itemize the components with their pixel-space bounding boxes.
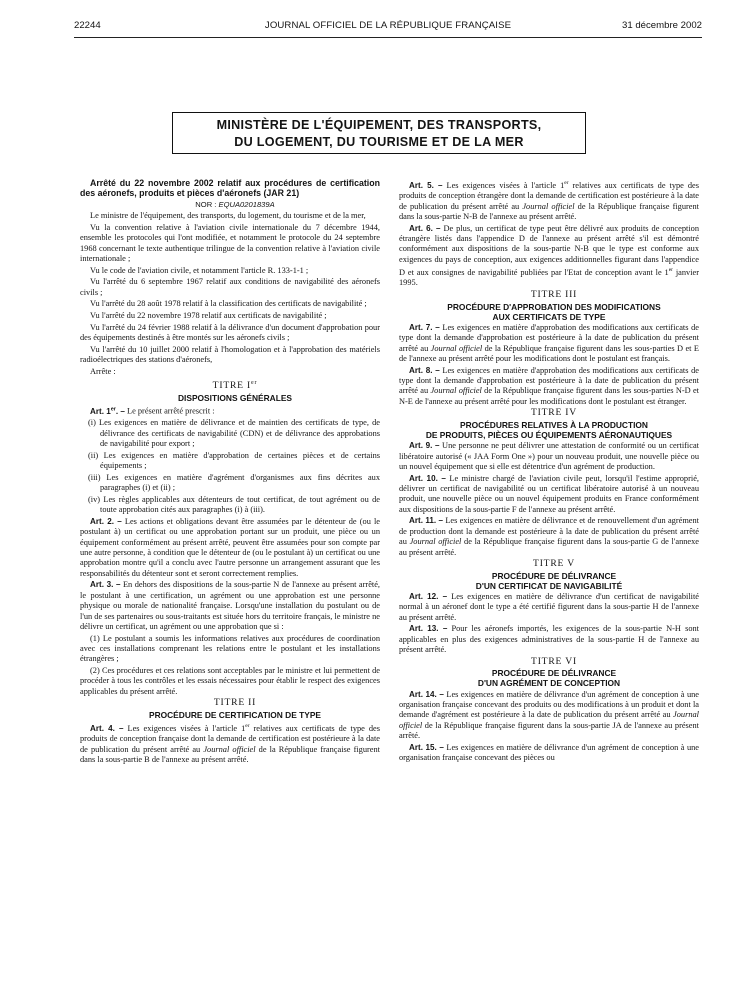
article-8-text-a: Les exigences en matière d'approbation des modifications aux certificats de type dont la demande d'approbation est postérieure à la date de publication du présent arrêté au: [399, 365, 699, 396]
nor-label: NOR :: [195, 199, 217, 209]
page-number: 22244: [74, 20, 101, 31]
article-5-text-a: Les exigences visées à l'article 1: [446, 180, 565, 190]
article-1-item-iv: (iv) Les règles applicables aux détenteurs de tout certificat, de tout agrément ou de toute approbation cités aux paragraphes (i) à (iii).: [88, 494, 380, 515]
titre-5-heading: TITRE V: [533, 558, 575, 570]
issue-date: 31 décembre 2002: [621, 20, 702, 31]
article-1-dash: . –: [115, 406, 125, 416]
titre-6-subtitle-line-1: PROCÉDURE DE DÉLIVRANCE: [491, 668, 617, 679]
article-12: [399, 592, 699, 623]
visa-6: Vu l'arrêté du 22 novembre 1978 relatif aux certificats de navigabilité ;: [90, 310, 327, 320]
article-9-text: Une personne ne peut délivrer une attestation de conformité ou un certificat libératoire autorisé (« JAA Form One ») pour un nouveau produit, une nouvelle pièce ou un nouvel équipement que si elle est détentrice d'un agrément de production.: [399, 441, 699, 471]
titre-1-label: TITRE I: [212, 380, 252, 392]
article-15-lead: Art. 15. –: [409, 742, 444, 752]
article-10-text: Le ministre chargé de l'aviation civile peut, lorsqu'il l'estime approprié, délivrer un certificat de navigabilité ou un certificat libératoire autorisé à un nouveau produit, une nouvelle pièce ou un nouvel équipement produits en France conformément aux dispositions de la sous-partie F de l'annexe au présent arrêté.: [399, 473, 699, 514]
ministry-line-1: MINISTÈRE DE L'ÉQUIPEMENT, DES TRANSPORTS,: [216, 118, 542, 132]
article-14-text-a: Les exigences en matière de délivrance d'un agrément de conception à une organisation française concevant des produits ou des modifications à un produit et dont la demande d'agrément est postérieure à la date de publication du présent arrêté au: [399, 689, 699, 720]
visa-2: Vu la convention relative à l'aviation civile internationale du 7 décembre 1944, ensemble les protocoles qui l'ont modifiée, et notamment le protocole du 24 septembre 1968 concernant le texte authentique trilingue de la convention relative à l'aviation civile internationale ;: [80, 222, 380, 264]
visa-1: Le ministre de l'équipement, des transports, du logement, du tourisme et de la mer,: [90, 211, 366, 221]
article-3-item-1: (1) Le postulant a soumis les informations relatives aux procédures de coordination avec ces installations comprenant les relations entre le postulant et les installations étrangères ;: [80, 633, 380, 664]
article-11-text-b: de la République française figurent dans la sous-partie G de l'annexe au présent arrêté.: [399, 537, 699, 557]
ministry-line-2: DU LOGEMENT, DU TOURISME ET DE LA MER: [234, 135, 524, 149]
article-6-text-b: janvier 1995.: [399, 268, 699, 288]
article-4-jo: Journal officiel: [203, 744, 256, 754]
visa-5: Vu l'arrêté du 28 août 1978 relatif à la classification des certificats de navigabilité ;: [90, 299, 367, 309]
article-2: [80, 517, 380, 579]
header-rule: [74, 37, 702, 38]
titre-6-subtitle: [399, 668, 699, 688]
article-2-lead: Art. 2. –: [90, 516, 122, 526]
article-11-text-a: Les exigences en matière de délivrance et de renouvellement d'un agrément de production dont la demande est postérieure à la date de publication du présent arrêté au: [399, 516, 700, 547]
article-1-item-i: (i) Les exigences en matière de délivrance et de maintien des certificats de type, de délivrance des certificats de navigabilité (CDN) et de délivrance des approbations de navigabilité pour export ;: [88, 418, 380, 449]
article-3-item-2: (2) Ces procédures et ces relations sont acceptables par le ministre et lui permettent de procéder à tous les contrôles et les essais nécessaires pour établir le respect des exigences applicables du présent arrêté.: [80, 666, 380, 696]
titre-3-subtitle: [399, 302, 699, 322]
titre-2-heading: TITRE II: [213, 697, 257, 709]
titre-3-subtitle-line-2: AUX CERTIFICATS DE TYPE: [492, 311, 606, 322]
article-5-jo: Journal officiel: [522, 201, 575, 211]
titre-2-subtitle: PROCÉDURE DE CERTIFICATION DE TYPE: [148, 710, 321, 721]
article-1-lead: [90, 407, 125, 416]
article-5-lead: Art. 5. –: [409, 180, 443, 190]
right-column: [399, 178, 699, 765]
article-15-text: Les exigences en matière de délivrance d'un agrément de conception à une organisation française concevant des pièces ou: [399, 742, 699, 763]
article-3-text: En dehors des dispositions de la sous-partie N de l'annexe au présent arrêté, le postulant à une certification, un agrément ou une approbation est une personne physique ou morale de nationalité française. Lorsqu'une installation du postulant ou de l'un de ses partenaires ou sous-traitants est située hors du territoire français, le ministre ne délivre un certificat, un agrément ou une approbation que si :: [80, 580, 381, 632]
journal-title: JOURNAL OFFICIEL DE LA RÉPUBLIQUE FRANÇAISE: [264, 20, 512, 31]
visa-7: Vu l'arrêté du 24 février 1988 relatif à la délivrance d'un document d'approbation pour des équipements destinés à être montés sur les aéronefs civils ;: [80, 322, 380, 342]
article-7-text-a: Les exigences en matière d'approbation des modifications aux certificats de type dont la demande d'approbation est postérieure à la date de publication du présent arrêté au: [399, 322, 699, 353]
titre-4-subtitle-line-2: DE PRODUITS, PIÈCES OU ÉQUIPEMENTS AÉRONAUTIQUES: [425, 430, 673, 440]
article-6-text-a: De plus, un certificat de type peut être délivré aux produits de conception étrangère listés dans l'appendice D de l'annexe au présent arrêté s'il est démontré conformément aux dispositions de la sous-partie N-B que le type est conforme aux exigences du pays de conception, aux exigences additionnelles figurant dans l'appendice D et aux consignes de navigabilité publiées par l'Etat de conception avant le 1: [399, 223, 699, 277]
article-8-jo: Journal officiel: [430, 386, 482, 396]
titre-3-subtitle-line-1: PROCÉDURE D'APPROBATION DES MODIFICATIONS: [447, 301, 661, 312]
article-13: [399, 624, 699, 655]
article-8-text-b: de la République française figurent dans les sous-parties N-D et N-E de l'annexe au présent arrêté pour les modifications dont le postulant est étranger.: [399, 386, 699, 406]
article-3-lead: Art. 3. –: [90, 580, 121, 590]
article-7-text-b: de la République française figurent dans les sous-parties D et E de l'annexe au présent arrêté pour les modifications dont le postulant est français.: [399, 343, 699, 363]
left-column: [80, 178, 380, 767]
article-11-jo: Journal officiel: [409, 537, 462, 547]
article-6: [399, 224, 699, 289]
article-9: [399, 441, 699, 472]
article-4-sup: er: [245, 723, 250, 730]
article-12-text: Les exigences en matière de délivrance d'un certificat de navigabilité normal à un aéronef dont le type a été certifié figurent dans la sous-partie H de l'annexe au présent arrêté.: [399, 592, 699, 622]
running-header: [74, 20, 702, 34]
article-3: [80, 580, 380, 632]
nor-reference: [80, 200, 380, 210]
article-14-jo: Journal officiel: [399, 710, 699, 730]
article-5-sup: er: [564, 180, 569, 186]
titre-1-sup: er: [251, 380, 258, 387]
article-7: [399, 323, 699, 365]
visa-8: Vu l'arrêté du 10 juillet 2000 relatif à l'homologation et à l'approbation des matériels radioélectriques des stations d'aéronefs,: [80, 344, 380, 364]
article-14-lead: Art. 14. –: [409, 689, 444, 699]
titre-3-heading: TITRE III: [530, 289, 578, 300]
titre-5-subtitle-line-1: PROCÉDURE DE DÉLIVRANCE: [491, 570, 617, 581]
visa-3: Vu le code de l'aviation civile, et notamment l'article R. 133-1-1 ;: [90, 265, 309, 275]
article-8-lead: Art. 8. –: [409, 365, 440, 375]
arrete-title: Arrêté du 22 novembre 2002 relatif aux procédures de certification des aéronefs, produits et pièces d'aéronefs (JAR 21): [80, 178, 380, 199]
article-7-lead: Art. 7. –: [409, 322, 440, 332]
article-5: [399, 178, 699, 222]
article-1-text: Le présent arrêté prescrit :: [127, 406, 215, 416]
titre-6-heading: TITRE VI: [531, 655, 577, 667]
article-4-text-a: Les exigences visées à l'article 1: [127, 724, 246, 734]
article-6-lead: Art. 6. –: [409, 223, 441, 233]
article-1-label: Art. 1: [90, 406, 111, 416]
article-1: [80, 404, 380, 417]
article-8: [399, 366, 699, 408]
titre-4-subtitle-line-1: PROCÉDURES RELATIVES À LA PRODUCTION: [460, 420, 648, 430]
article-1-item-ii: (ii) Les exigences en matière d'approbation de certaines pièces et de certains équipements ;: [88, 450, 380, 471]
article-1-sup: er: [110, 406, 116, 413]
titre-1-heading: [80, 378, 380, 392]
article-13-text: Pour les aéronefs importés, les exigences de la sous-partie N-H sont applicables en plus des exigences administratives de la sous-partie H de l'annexe au présent arrêté.: [399, 624, 699, 655]
article-15: [399, 743, 699, 764]
article-14: [399, 690, 699, 742]
article-4: [80, 721, 380, 765]
titre-6-subtitle-line-2: D'UN AGRÉMENT DE CONCEPTION: [477, 678, 621, 689]
article-10-lead: Art. 10. –: [409, 473, 446, 483]
article-11: [399, 516, 699, 558]
article-13-lead: Art. 13. –: [409, 624, 448, 634]
ministry-box: [172, 112, 586, 154]
titre-5-subtitle: [399, 571, 699, 591]
article-7-jo: Journal officiel: [430, 343, 483, 353]
article-12-lead: Art. 12. –: [409, 592, 448, 601]
article-9-lead: Art. 9. –: [409, 441, 440, 451]
titre-4-subtitle: [399, 420, 699, 440]
titre-5-subtitle-line-2: D'UN CERTIFICAT DE NAVIGABILITÉ: [475, 580, 623, 591]
article-11-lead: Art. 11. –: [409, 516, 444, 526]
arrete-formula: Arrête :: [90, 366, 116, 376]
visa-4: Vu l'arrêté du 6 septembre 1967 relatif aux conditions de navigabilité des aéronefs civils ;: [80, 277, 380, 297]
article-14-text-b: de la République française figurent dans la sous-partie JA de l'annexe au présent arrêté.: [399, 720, 699, 741]
nor-code: EQUA0201839A: [218, 199, 275, 209]
article-4-lead: Art. 4. –: [90, 724, 124, 734]
article-4-text-c: de la République française figurent dans la sous-partie B de l'annexe au présent arrêté.: [80, 744, 380, 765]
titre-1-subtitle: DISPOSITIONS GÉNÉRALES: [177, 392, 292, 403]
article-5-text-b: relatives aux certificats de type des produits de conception étrangère dont la demande de certification est postérieure à la date de publication du présent arrêté au: [399, 180, 699, 211]
article-5-text-c: de la République française figurent dans la sous-partie N-B de l'annexe au présent arrêté.: [399, 201, 699, 221]
article-10: [399, 474, 699, 516]
article-4-text-b: relatives aux certificats de type des produits de conception française dont la demande de certification est postérieure à la date de publication du présent arrêté au: [80, 724, 380, 754]
article-2-text: Les actions et obligations devant être assumées par le détenteur de (ou le postulant à) un certificat ou une approbation portant sur un produit, une pièce ou un équipement conformément au présent arrêté, peuvent être assumées pour son compte par une autre personne, à condition que le détenteur de (ou le postulant à) un certificat ou une approbation montre qu'il a conclu avec l'autre personne un arrangement assurant que les responsabilités du détenteur sont et seront correctement remplies.: [80, 516, 380, 578]
article-6-sup: er: [668, 267, 673, 274]
titre-4-heading: TITRE IV: [530, 407, 578, 419]
article-1-item-iii: (iii) Les exigences en matière d'agrément d'organismes aux fins décrites aux paragraphes (i) et (ii) ;: [88, 472, 380, 493]
